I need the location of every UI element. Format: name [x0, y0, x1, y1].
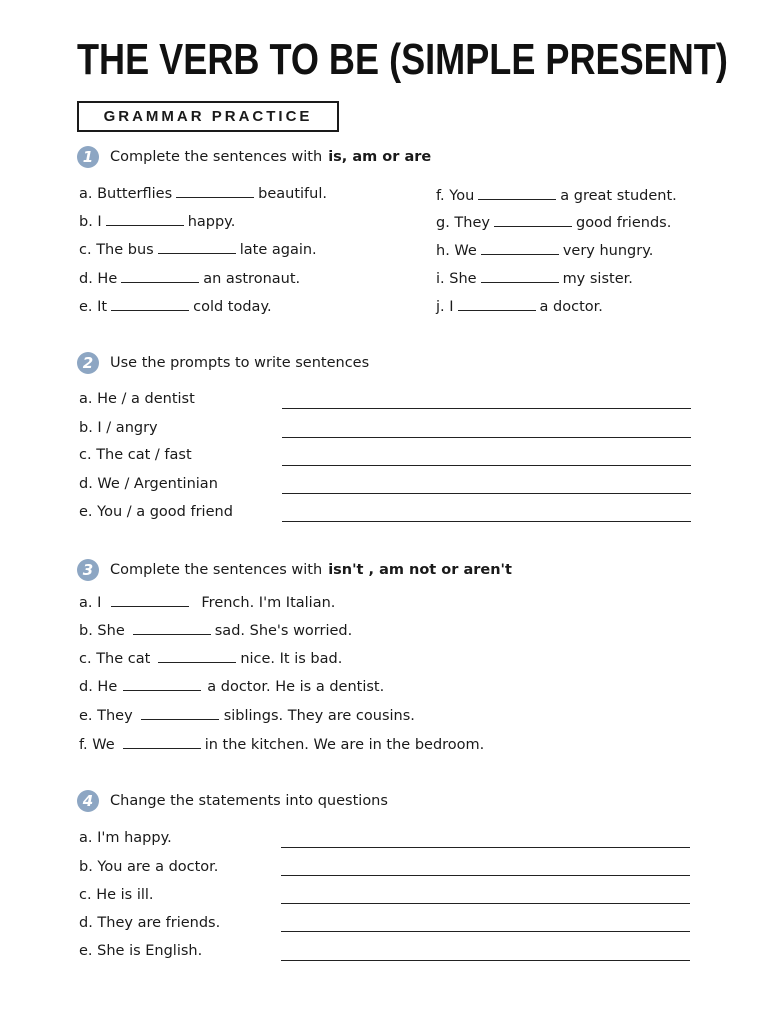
- s3-item-d: [79, 678, 384, 695]
- answer-blank[interactable]: [133, 622, 211, 635]
- answer-line[interactable]: [282, 465, 691, 466]
- s1-item-j: [436, 298, 603, 315]
- answer-line[interactable]: [281, 931, 690, 932]
- s4-item-e: e. She is English.: [79, 943, 203, 959]
- s1-item-c: [79, 241, 317, 258]
- item-text: d. He: [79, 679, 118, 695]
- item-text: h. We: [436, 243, 477, 259]
- answer-line[interactable]: [282, 437, 691, 438]
- answer-blank[interactable]: [121, 270, 199, 283]
- item-text: c. The cat: [79, 651, 151, 667]
- s1-item-h: [436, 242, 653, 259]
- answer-blank[interactable]: [494, 214, 572, 227]
- item-text: f. You: [436, 188, 475, 204]
- item-text: nice. It is bad.: [240, 651, 343, 667]
- answer-line[interactable]: [281, 875, 690, 876]
- subtitle-text: GRAMMAR PRACTICE: [103, 108, 313, 125]
- section-3-keywords: isn't , am not or aren't: [328, 562, 512, 578]
- s2-item-d: d. We / Argentinian: [79, 476, 218, 492]
- item-text: i. She: [436, 271, 477, 287]
- answer-line[interactable]: [281, 960, 690, 961]
- s2-item-b: b. I / angry: [79, 420, 158, 436]
- s1-item-a: [79, 185, 327, 202]
- s4-item-b: b. You are a doctor.: [79, 859, 219, 875]
- item-text: j. I: [436, 299, 454, 315]
- answer-blank[interactable]: [481, 242, 559, 255]
- answer-blank[interactable]: [111, 298, 189, 311]
- s3-item-c: [79, 650, 342, 667]
- item-text: siblings. They are cousins.: [223, 708, 415, 724]
- section-1-keywords: is, am or are: [328, 149, 432, 165]
- item-text: sad. She's worried.: [214, 623, 353, 639]
- s3-item-b: [79, 622, 352, 639]
- item-text: b. She: [79, 623, 125, 639]
- answer-line[interactable]: [282, 493, 691, 494]
- item-text: late again.: [239, 242, 317, 258]
- s2-item-c: c. The cat / fast: [79, 447, 192, 463]
- item-text: in the kitchen. We are in the bedroom.: [204, 737, 485, 753]
- s1-item-f: [436, 187, 677, 204]
- item-text: c. The bus: [79, 242, 154, 258]
- answer-blank[interactable]: [158, 650, 236, 663]
- answer-blank[interactable]: [458, 298, 536, 311]
- item-text: beautiful.: [258, 186, 327, 202]
- number-badge-1: 1: [77, 146, 99, 168]
- s1-item-e: [79, 298, 272, 315]
- answer-blank[interactable]: [123, 678, 201, 691]
- answer-blank[interactable]: [478, 187, 556, 200]
- item-text: cold today.: [193, 299, 272, 315]
- s3-item-f: [79, 736, 484, 753]
- page-title: THE VERB TO BE (SIMPLE PRESENT): [77, 35, 728, 84]
- item-text: g. They: [436, 215, 490, 231]
- answer-line[interactable]: [282, 408, 691, 409]
- item-text: good friends.: [575, 215, 672, 231]
- item-text: e. It: [79, 299, 108, 315]
- item-text: French. I'm Italian.: [201, 595, 336, 611]
- s4-item-d: d. They are friends.: [79, 915, 221, 931]
- item-text: b. I: [79, 214, 102, 230]
- item-text: f. We: [79, 737, 115, 753]
- s3-item-e: [79, 707, 415, 724]
- item-text: a. Butterflies: [79, 186, 173, 202]
- answer-blank[interactable]: [111, 594, 189, 607]
- s1-item-d: [79, 270, 300, 287]
- answer-blank[interactable]: [106, 213, 184, 226]
- s4-item-c: c. He is ill.: [79, 887, 154, 903]
- s1-item-g: [436, 214, 671, 231]
- subtitle-box: [77, 101, 339, 132]
- number-badge-3: 3: [77, 559, 99, 581]
- item-text: d. He: [79, 271, 118, 287]
- answer-blank[interactable]: [481, 270, 559, 283]
- answer-blank[interactable]: [141, 707, 219, 720]
- number-badge-2: 2: [77, 352, 99, 374]
- answer-line[interactable]: [281, 847, 690, 848]
- item-text: a. I: [79, 595, 102, 611]
- section-2-heading: [77, 352, 369, 374]
- item-text: a doctor. He is a dentist.: [207, 679, 385, 695]
- item-text: an astronaut.: [203, 271, 301, 287]
- item-text: a doctor.: [539, 299, 603, 315]
- s2-item-a: a. He / a dentist: [79, 391, 195, 407]
- item-text: very hungry.: [562, 243, 654, 259]
- section-1-instruction: Complete the sentences with: [110, 149, 323, 165]
- section-4-heading: [77, 790, 388, 812]
- answer-line[interactable]: [282, 521, 691, 522]
- s3-item-a: [79, 594, 335, 611]
- s4-item-a: a. I'm happy.: [79, 830, 172, 846]
- section-4-instruction: Change the statements into questions: [110, 793, 388, 809]
- s2-item-e: e. You / a good friend: [79, 504, 233, 520]
- answer-blank[interactable]: [158, 241, 236, 254]
- item-text: e. They: [79, 708, 133, 724]
- section-2-instruction: Use the prompts to write sentences: [110, 355, 370, 371]
- number-badge-4: 4: [77, 790, 99, 812]
- answer-line[interactable]: [281, 903, 690, 904]
- answer-blank[interactable]: [176, 185, 254, 198]
- section-1-heading: [77, 146, 431, 168]
- section-3-heading: [77, 559, 512, 581]
- s1-item-b: [79, 213, 235, 230]
- section-3-instruction: Complete the sentences with: [110, 562, 323, 578]
- item-text: happy.: [187, 214, 236, 230]
- answer-blank[interactable]: [123, 736, 201, 749]
- s1-item-i: [436, 270, 633, 287]
- item-text: a great student.: [560, 188, 677, 204]
- item-text: my sister.: [562, 271, 633, 287]
